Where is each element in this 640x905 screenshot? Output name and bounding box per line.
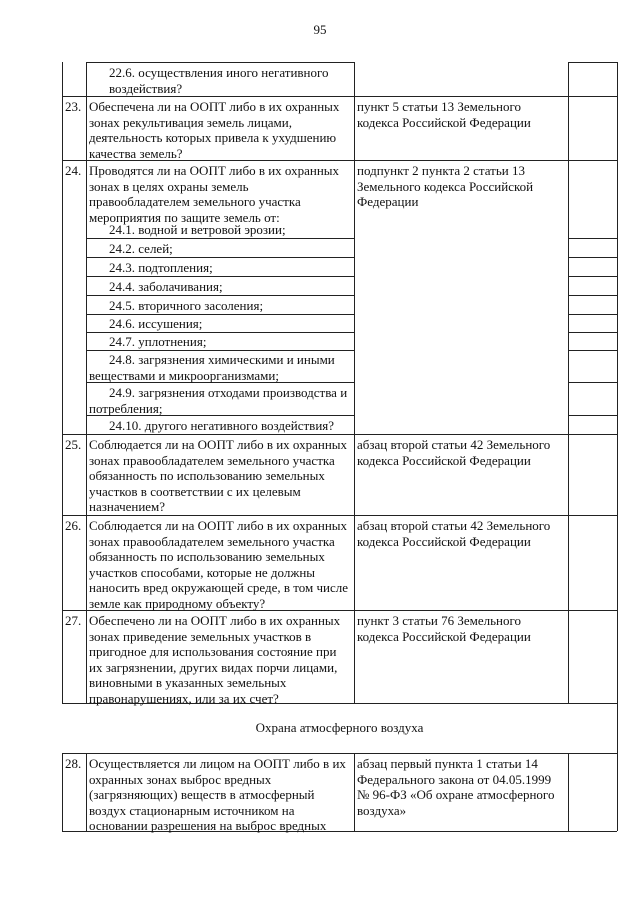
row-27-law: пункт 3 статьи 76 Земельного кодекса Российской Федерации xyxy=(357,613,531,644)
row-27-question: Обеспечено ли на ООПТ либо в их охранных зонах приведение земельных участков в пригодное для использования состояние при их загрязнении, других видах порчи лицами, виновными в указанных земельных правонарушениях, или за их счет? xyxy=(89,613,341,706)
page-number: 95 xyxy=(313,22,327,37)
row-23-number: 23. xyxy=(65,99,82,114)
row-26-law: абзац второй статьи 42 Земельного кодекса Российской Федерации xyxy=(357,518,551,549)
row-24-4: 24.4. заболачивания; xyxy=(109,279,223,294)
row-24-number: 24. xyxy=(65,163,82,178)
row-25-number: 25. xyxy=(65,437,82,452)
row-28-number: 28. xyxy=(65,756,82,771)
section-title: Охрана атмосферного воздуха xyxy=(255,720,424,735)
row-28-question: Осуществляется ли лицом на ООПТ либо в их охранных зонах выброс вредных (загрязняющих) веществ в атмосферный воздух стационарным источником на основании разрешения на выброс вредных xyxy=(89,756,346,833)
row-24-law: подпункт 2 пункта 2 статьи 13 Земельного кодекса Российской Федерации xyxy=(357,163,534,209)
row-24-3: 24.3. подтопления; xyxy=(109,260,213,275)
row-24-6: 24.6. иссушения; xyxy=(109,316,203,331)
row-24-10: 24.10. другого негативного воздействия? xyxy=(109,418,335,433)
row-24-question: Проводятся ли на ООПТ либо в их охранных зонах в целях охраны земель правообладателем земельного участка мероприятия по защите земель от: xyxy=(89,163,340,225)
row-24-1: 24.1. водной и ветровой эрозии; xyxy=(109,222,286,237)
row-24-9: 24.9. загрязнения отходами производства и потребления; xyxy=(89,385,348,416)
row-28-law: абзац первый пункта 1 статьи 14 Федерального закона от 04.05.1999 № 96-ФЗ «Об охране атмосферного воздуха» xyxy=(357,756,555,818)
row-26-number: 26. xyxy=(65,518,82,533)
row-26-question: Соблюдается ли на ООПТ либо в их охранных зонах правообладателем земельного участка обязанность по использованию земельных участков способами, которые не должны наносить вред окружающей среде, в том числе земле как природному объекту? xyxy=(89,518,349,611)
row-24-7: 24.7. уплотнения; xyxy=(109,334,207,349)
row-22-6-question: 22.6. осуществления иного негативного воздействия? xyxy=(109,65,329,96)
row-23-law: пункт 5 статьи 13 Земельного кодекса Российской Федерации xyxy=(357,99,531,130)
row-24-5: 24.5. вторичного засоления; xyxy=(109,298,264,313)
row-27-number: 27. xyxy=(65,613,82,628)
row-24-8: 24.8. загрязнения химическими и иными веществами и микроорганизмами; xyxy=(89,352,335,383)
row-25-question: Соблюдается ли на ООПТ либо в их охранных зонах правообладателем земельного участка обязанность по использованию земельных участков в соответствии с их целевым назначением? xyxy=(89,437,348,514)
row-24-2: 24.2. селей; xyxy=(109,241,173,256)
row-25-law: абзац второй статьи 42 Земельного кодекса Российской Федерации xyxy=(357,437,551,468)
row-23-question: Обеспечена ли на ООПТ либо в их охранных зонах рекультивация земель лицами, деятельность которых привела к ухудшению качества земель? xyxy=(89,99,340,161)
